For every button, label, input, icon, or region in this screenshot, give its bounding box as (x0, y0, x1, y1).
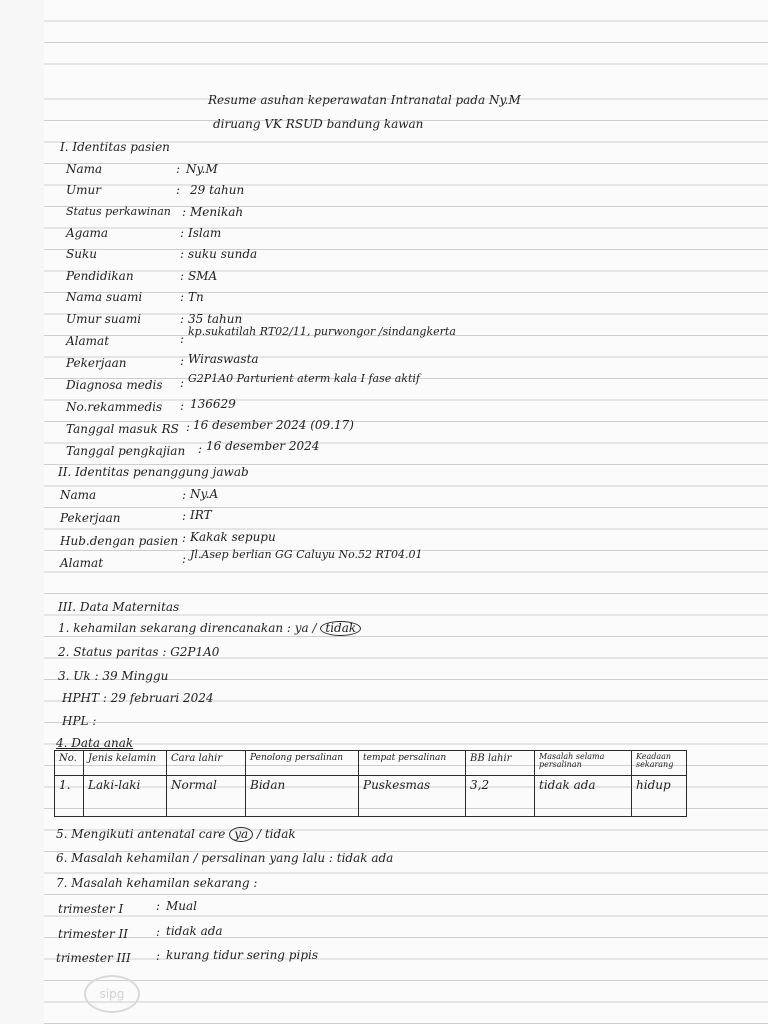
field-label: Pendidikan (66, 269, 134, 283)
field-colon: : (180, 226, 185, 240)
table-cell: tidak ada (535, 776, 632, 817)
field-colon: : (180, 399, 185, 413)
field-label: Suku (66, 247, 97, 261)
table-header-cell: tempat persalinan (359, 751, 466, 776)
field-colon: : (182, 509, 187, 523)
trimester-colon: : (156, 899, 161, 913)
field-value: IRT (190, 508, 212, 522)
field-value: suku sunda (188, 247, 258, 261)
table-header-cell: Penolong persalinan (246, 751, 359, 776)
trimester-value: Mual (166, 899, 198, 913)
item-1 (58, 621, 361, 636)
item-7: 7. Masalah kehamilan sekarang : (56, 876, 258, 890)
field-label: No.rekammedis (66, 400, 163, 414)
item-1-text: 1. kehamilan sekarang direncanakan : ya / (58, 621, 317, 635)
table-cell: 1. (55, 776, 84, 817)
table-header-cell: Masalah selama persalinan (535, 751, 632, 776)
field-colon: : (182, 531, 187, 545)
field-label: Alamat (66, 334, 110, 348)
table-header-cell: No. (55, 751, 84, 776)
field-colon: : (186, 420, 191, 434)
item-1-circled-answer: tidak (320, 621, 361, 636)
table-header-cell: Jenis kelamin (84, 751, 167, 776)
field-colon: : (182, 205, 187, 219)
field-label: Nama suami (66, 290, 143, 304)
trimester-label: trimester III (56, 951, 131, 965)
field-label: Tanggal masuk RS (66, 422, 179, 436)
item-3: 3. Uk : 39 Minggu (58, 669, 169, 683)
field-label: Tanggal pengkajian (66, 444, 186, 458)
trimester-value: tidak ada (166, 924, 223, 938)
field-value: 136629 (190, 397, 236, 411)
field-value: SMA (188, 269, 218, 283)
field-colon: : (176, 162, 181, 176)
table-header-cell: Keadaan sekarang (632, 751, 687, 776)
item-6: 6. Masalah kehamilan / persalinan yang lalu : tidak ada (56, 851, 394, 865)
field-label: Hub.dengan pasien (60, 534, 179, 548)
table-cell: 3,2 (466, 776, 535, 817)
table-header-cell: BB lahir (466, 751, 535, 776)
field-label: Pekerjaan (60, 511, 121, 525)
field-value: G2P1A0 Parturient aterm kala I fase aktif (188, 372, 420, 385)
section-3-heading: III. Data Maternitas (58, 600, 180, 614)
field-value: 16 desember 2024 (206, 439, 320, 453)
field-value: Jl.Asep berlian GG Caluyu No.52 RT04.01 (190, 548, 423, 561)
field-colon: : (182, 488, 187, 502)
table-cell: Bidan (246, 776, 359, 817)
field-value: Wiraswasta (188, 352, 259, 366)
item-2: 2. Status paritas : G2P1A0 (58, 645, 220, 659)
field-colon: : (180, 332, 185, 346)
table-cell: Puskesmas (359, 776, 466, 817)
field-colon: : (180, 312, 185, 326)
item-5-circled-answer: ya (229, 827, 253, 842)
field-colon: : (180, 290, 185, 304)
field-colon: : (180, 269, 185, 283)
trimester-colon: : (156, 949, 161, 963)
data-anak-table (54, 750, 687, 817)
field-label: Diagnosa medis (66, 378, 163, 392)
field-label: Pekerjaan (66, 356, 127, 370)
item-5 (56, 827, 296, 842)
field-value: Islam (188, 226, 222, 240)
field-colon: : (176, 183, 181, 197)
field-value: Menikah (190, 205, 244, 219)
hpht: HPHT : 29 februari 2024 (62, 691, 214, 705)
field-colon: : (180, 376, 185, 390)
field-colon: : (180, 354, 185, 368)
field-colon: : (180, 247, 185, 261)
table-cell: hidup (632, 776, 687, 817)
field-value: kp.sukatilah RT02/11, purwongor /sindangkerta (188, 325, 456, 338)
field-value: Ny.A (190, 487, 219, 501)
field-value: 16 desember 2024 (09.17) (193, 418, 354, 432)
field-colon: : (198, 442, 203, 456)
trimester-label: trimester II (58, 927, 128, 941)
watermark-logo: sipg (84, 975, 140, 1013)
trimester-colon: : (156, 925, 161, 939)
field-label: Nama (60, 488, 97, 502)
field-label: Nama (66, 162, 103, 176)
item-5-suffix: / tidak (257, 827, 296, 841)
field-label: Status perkawinan (66, 205, 171, 218)
field-label: Agama (66, 226, 109, 240)
table-cell: Normal (167, 776, 246, 817)
field-value: 35 tahun (188, 312, 243, 326)
trimester-label: trimester I (58, 902, 124, 916)
field-label: Umur (66, 183, 101, 197)
table-header-cell: Cara lahir (167, 751, 246, 776)
table-header-row (55, 751, 687, 776)
table-cell: Laki-laki (84, 776, 167, 817)
trimester-value: kurang tidur sering pipis (166, 948, 318, 962)
title-line-2: diruang VK RSUD bandung kawan (213, 117, 424, 131)
field-label: Umur suami (66, 312, 142, 326)
field-label: Alamat (60, 556, 104, 570)
table-row (55, 776, 687, 817)
field-colon: : (182, 552, 187, 566)
field-value: 29 tahun (190, 183, 245, 197)
hpl: HPL : (62, 714, 97, 728)
field-value: Kakak sepupu (190, 530, 276, 544)
title-line-1: Resume asuhan keperawatan Intranatal pada Ny.M (208, 93, 521, 107)
field-value: Ny.M (186, 162, 218, 176)
item-4-heading: 4. Data anak (56, 736, 134, 750)
item-5-text: 5. Mengikuti antenatal care (56, 827, 226, 841)
field-value: Tn (188, 290, 204, 304)
section-2-heading: II. Identitas penanggung jawab (58, 465, 249, 479)
section-1-heading: I. Identitas pasien (60, 140, 170, 154)
